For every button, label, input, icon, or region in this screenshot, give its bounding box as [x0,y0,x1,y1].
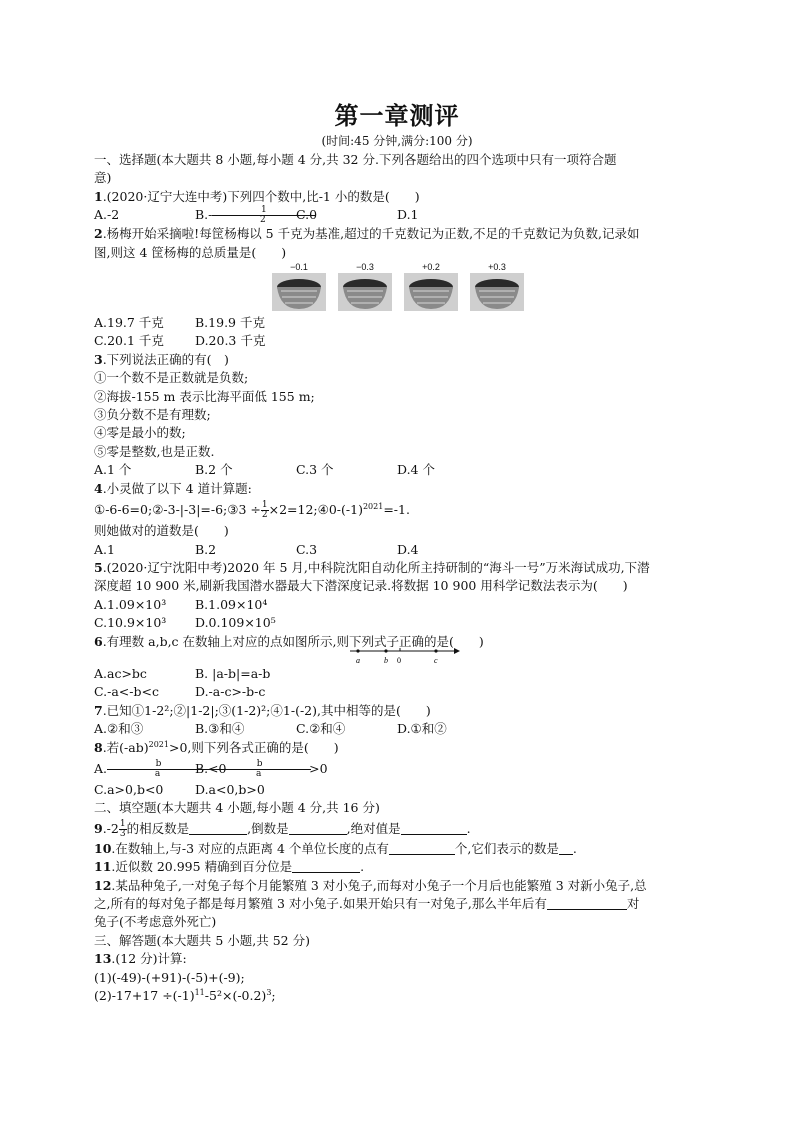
q8-options-row1 [94,757,706,781]
question-12-line3: 兔子(不考虑意外死亡) [94,914,217,930]
option-d: D.20.3 千克 [195,333,266,349]
question-number: 1 [94,188,103,204]
q11-text-1: .近似数 20.995 精确到百分位是 [111,859,293,875]
option-b [195,206,296,225]
question-5-line2: 深度超 10 900 米,刷新我国潜水器最大下潜深度记录.将数据 10 900 用科学记数法表示为( ) [94,578,628,594]
fraction-numerator: b [208,760,311,770]
option-a: A.1 [94,541,115,557]
question-text: .杨梅开始采摘啦!每筐杨梅以 5 千克为基准,超过的千克数记为正数,不足的千克数记为负数,记录如 [102,226,640,242]
q6-options-row2 [94,683,706,701]
option-d: D.-a-c>-b-c [195,684,266,700]
number-line-row [94,651,706,665]
calc-part-1: ①-6-6=0;②-3-|-3|=-6;③3 ÷ [94,502,261,518]
part-2-text-2: -5²×(-0.2) [204,988,267,1004]
exponent: 2021 [362,501,384,511]
calc-part-3: =-1. [383,502,410,518]
q11-text-2: . [360,859,365,875]
q2-options-row2 [94,332,706,350]
question-number: 12 [94,877,112,893]
q4-calculations [94,498,706,522]
question-text: .下列说法正确的有( ) [102,351,229,367]
section-3-heading: 三、解答题(本大题共 5 小题,共 52 分) [94,932,310,948]
q7-options [94,720,706,738]
q9-text-2: ,倒数是 [247,820,289,836]
option-d: D.0.109×10⁵ [195,615,276,631]
q5-options-row2 [94,614,706,632]
question-10 [94,840,706,858]
option-c: C.②和④ [296,721,346,737]
q9-text-1: 的相反数是 [126,820,190,836]
question-4 [94,480,706,498]
exponent: 11 [194,987,205,997]
basket-label: +0.2 [422,262,440,273]
basket-image [470,273,524,311]
option-b: B.1.09×10⁴ [195,596,268,612]
q3-options [94,461,706,479]
option-a: A.19.7 千克 [94,315,164,331]
basket-image [338,273,392,311]
fraction [107,760,208,779]
option-c: C.10.9×10³ [94,615,167,631]
option-b: B.2 个 [195,462,233,478]
q2-options-row1 [94,314,706,332]
option-b-suffix: >0 [309,760,328,776]
statement-5: ⑤零是整数,也是正数. [94,443,215,459]
option-a: A.ac>bc [94,665,147,681]
basket-2 [338,262,392,314]
section-2-heading: 二、填空题(本大题共 4 小题,每小题 4 分,共 16 分) [94,800,380,816]
basket-figure [272,262,706,314]
basket-label: +0.3 [488,262,506,273]
fraction-numerator: 1 [119,818,126,829]
answer-blank-absolute[interactable] [401,821,467,835]
page-subtitle: (时间:45 分钟,满分:100 分) [321,134,473,148]
label-a: a [356,655,360,665]
fraction-denominator: 2 [261,510,268,521]
basket-1 [272,262,326,314]
fraction [119,820,127,839]
q12-text-1: 之,所有的每对兔子都是每月繁殖 3 对小兔子.如果开始只有一对兔子,那么半年后有 [94,896,547,911]
statement-3: ③负分数不是有理数; [94,407,211,423]
question-text: .(12 分)计算: [111,951,187,967]
point-b [384,649,387,652]
basket-image [404,273,458,311]
option-b: B.19.9 千克 [195,315,265,331]
question-text-1: .若(-ab) [102,739,149,755]
q9-text-4: . [466,820,471,836]
option-a: A.1.09×10³ [94,596,167,612]
label-c: c [434,655,438,665]
label-zero: 0 [397,655,401,665]
q13-part-2 [94,987,706,1005]
question-text: .有理数 a,b,c 在数轴上对应的点如图所示,则下列式子正确的是( ) [102,633,484,649]
question-number: 2 [94,226,103,242]
q1-options [94,206,706,225]
question-number: 8 [94,739,103,755]
q10-text-3: . [572,840,577,856]
option-c: C.-a<-b<c [94,684,159,700]
question-11 [94,858,706,876]
option-b: B.③和④ [195,721,245,737]
option-b: B.2 [195,541,217,557]
point-a [356,649,359,652]
question-number: 11 [94,859,112,875]
page-title: 第一章测评 [334,102,460,130]
statement-4: ④零是最小的数; [94,425,186,441]
question-8 [94,739,706,757]
question-text-2: >0,则下列各式正确的是( ) [168,739,339,755]
q13-part-1: (1)(-49)-(+91)-(-5)+(-9); [94,969,245,985]
fraction-numerator: b [107,760,210,770]
question-text: .某品种兔子,一对兔子每个月能繁殖 3 对小兔子,而每对小兔子一个月后也能繁殖 3 对新小兔子,总 [111,877,647,893]
question-number: 10 [94,840,112,856]
q5-options-row1 [94,596,706,614]
question-number: 7 [94,702,103,718]
option-a: A.1 个 [94,462,132,478]
fraction-denominator: a [255,768,262,779]
fraction [208,760,309,779]
question-text: .已知①1-2²;②|1-2|;③(1-2)²;④1-(-2),其中相等的是( ) [102,702,431,718]
basket-label: −0.3 [356,262,374,273]
answer-blank-opposite[interactable] [189,821,247,835]
calc-part-2: ×2=12;④0-(-1) [268,502,363,518]
answer-blank-rabbits[interactable] [547,896,627,910]
basket-3 [404,262,458,314]
option-b: B. |a-b|=a-b [195,665,271,681]
question-number: 4 [94,480,103,496]
q4-ask: 则她做对的道数是( ) [94,523,229,539]
section-1-heading-line1: 一、选择题(本大题共 8 小题,每小题 4 分,共 32 分.下列各题给出的四个选项中只有一项符合题 [94,152,617,167]
fraction-numerator: 1 [261,500,268,511]
question-text: .(2020·辽宁沈阳中考)2020 年 5 月,中科院沈阳自动化所主持研制的“海斗一号”万米海试成功,下潜 [102,559,650,575]
question-text: .小灵做了以下 4 道计算题: [102,480,252,496]
question-text: .(2020·辽宁大连中考)下列四个数中,比-1 小的数是( ) [102,188,420,204]
option-a-suffix: <0 [208,760,227,776]
point-c [434,649,437,652]
number-line [350,645,460,665]
question-3 [94,351,706,369]
question-2-line1 [94,225,706,243]
option-c: C.3 个 [296,462,334,478]
answer-blank-values[interactable] [559,841,573,855]
q8-options-row2 [94,781,706,799]
question-number: 13 [94,951,112,967]
option-c: C.20.1 千克 [94,333,164,349]
q6-options-row1 [94,665,706,683]
question-12-line1 [94,877,706,895]
question-13 [94,950,706,968]
question-12-line2 [94,895,706,913]
question-2-line2: 图,则这 4 筐杨梅的总质量是( ) [94,244,287,260]
exponent: 3 [266,987,272,997]
fraction-denominator: 2 [260,215,266,226]
q10-text-2: 个,它们表示的数是 [454,840,559,856]
option-c: C.a>0,b<0 [94,781,164,797]
option-b [195,757,328,781]
option-d: D.①和② [397,721,447,737]
option-d: D.1 [397,207,419,223]
fraction-denominator: 3 [119,828,126,839]
option-a [94,757,227,781]
answer-blank-count[interactable] [389,841,455,855]
fraction [261,501,269,520]
section-1-heading-line2: 意) [94,170,112,186]
option-a-prefix: A. [94,760,108,776]
option-b-prefix: B. [195,760,209,776]
question-9 [94,818,706,840]
question-number: 3 [94,351,103,367]
q9-prefix: .-2 [102,820,119,836]
option-d: D.4 个 [397,462,435,478]
question-5-line1 [94,559,706,577]
option-a: A.-2 [94,207,120,223]
option-d: D.4 [397,541,419,557]
statement-2: ②海拔-155 m 表示比海平面低 155 m; [94,388,315,404]
answer-blank-reciprocal[interactable] [289,821,347,835]
q12-text-2: 对 [626,896,640,911]
q9-text-3: ,绝对值是 [346,820,401,836]
label-b: b [384,655,388,665]
option-c: C.0 [296,207,318,223]
fraction-numerator: 1 [212,206,315,216]
question-7 [94,702,706,720]
part-2-text-1: (2)-17+17 ÷(-1) [94,988,195,1004]
option-b-prefix: B.- [195,207,213,223]
basket-image [272,273,326,311]
q4-options [94,541,706,559]
exponent: 2021 [148,739,169,749]
option-c: C.3 [296,541,318,557]
worksheet-content [94,151,706,1005]
question-number: 6 [94,633,103,649]
basket-4 [470,262,524,314]
q10-text-1: .在数轴上,与-3 对应的点距离 4 个单位长度的点有 [111,840,389,856]
option-d: D.a<0,b>0 [195,781,265,797]
fraction-denominator: a [154,768,161,779]
answer-blank-approx[interactable] [292,859,360,873]
question-1 [94,188,706,206]
question-number: 5 [94,559,103,575]
question-number: 9 [94,820,103,836]
option-a: A.②和③ [94,721,144,737]
part-2-text-3: ; [271,988,276,1004]
basket-label: −0.1 [290,262,308,273]
statement-1: ①一个数不是正数就是负数; [94,370,249,386]
